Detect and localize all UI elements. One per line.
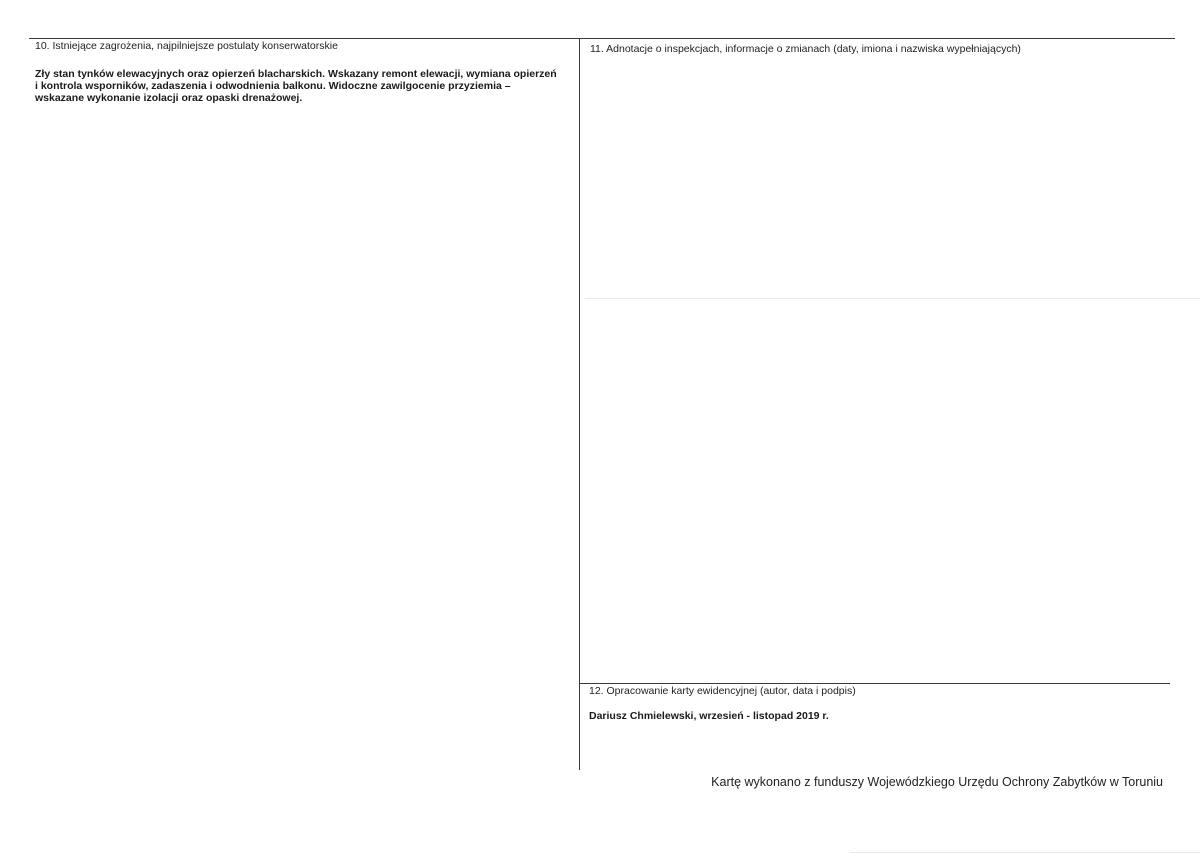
funding-note: Kartę wykonano z funduszy Wojewódzkiego Urzędu Ochrony Zabytków w Toruniu (711, 775, 1163, 789)
scan-artifact-line (585, 298, 1200, 299)
section-12-rule (580, 683, 1170, 684)
scan-artifact-line (850, 852, 1200, 853)
section-10-label: 10. Istniejące zagrożenia, najpilniejsze postulaty konserwatorskie (35, 40, 338, 52)
section-10-text: Zły stan tynków elewacyjnych oraz opierzeń blacharskich. Wskazany remont elewacji, wymiana opierzeń i kontrola wsporników, zadaszenia i odwodnienia balkonu. Widoczne zawilgocenie przyziemia – wskazane wykonanie izolacji oraz opaski drenażowej. (35, 68, 557, 104)
section-12-author-date: Dariusz Chmielewski, wrzesień - listopad 2019 r. (589, 710, 829, 722)
section-11-label: 11. Adnotacje o inspekcjach, informacje o zmianach (daty, imiona i nazwiska wypełniających) (590, 43, 1021, 55)
section-12-label: 12. Opracowanie karty ewidencyjnej (autor, data i podpis) (589, 685, 856, 697)
column-divider (579, 38, 580, 770)
top-rule (29, 38, 1175, 39)
